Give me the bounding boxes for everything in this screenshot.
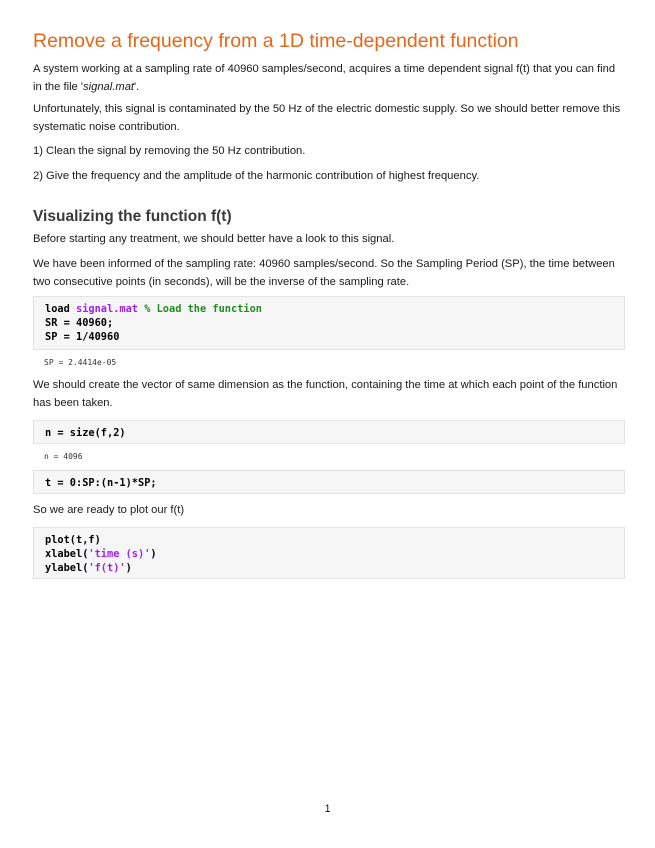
- code-block-load: [33, 296, 625, 350]
- code-line: [45, 302, 624, 316]
- intro-paragraph-2: Unfortunately, this signal is contaminated by the 50 Hz of the electric domestic supply. So we should better remove this systematic noise contribution.: [33, 103, 621, 133]
- section-paragraph-1: Before starting any treatment, we should better have a look to this signal.: [33, 233, 395, 245]
- code-string: 'time (s)': [88, 548, 151, 560]
- code-line: plot(t,f): [45, 534, 101, 546]
- code-output-2: n = 4096: [44, 452, 83, 461]
- intro-text-a: A system working at a sampling rate of 40960 samples/second, acquires a time dependent signal f(t) that you can find in the file ': [33, 63, 616, 93]
- code-line: t = 0:SP:(n-1)*SP;: [45, 477, 157, 489]
- code-keyword: load: [45, 303, 76, 315]
- section-paragraph-2: We have been informed of the sampling rate: 40960 samples/second. So the Sampling Period (SP), the time between two consecutive points (in seconds), will be the inverse of the sampling rate.: [33, 258, 615, 288]
- code-block-time-vector: [33, 470, 625, 494]
- code-function: xlabel(: [45, 548, 89, 560]
- code-line: SR = 40960;: [45, 317, 114, 329]
- section-heading: Visualizing the function f(t): [33, 208, 232, 225]
- section-paragraph-4: So we are ready to plot our f(t): [33, 504, 185, 516]
- code-line: SP = 1/40960: [45, 331, 120, 343]
- code-block-plot: [33, 527, 625, 579]
- task-item-2: 2) Give the frequency and the amplitude of the harmonic contribution of highest frequency.: [33, 170, 480, 182]
- code-punct: ): [150, 548, 157, 560]
- code-string: signal.mat: [76, 303, 138, 315]
- code-line: [45, 547, 624, 561]
- file-name: signal.mat: [83, 81, 135, 93]
- task-item-1: 1) Clean the signal by removing the 50 Hz contribution.: [33, 145, 306, 157]
- code-output-1: SP = 2.4414e-05: [44, 358, 117, 367]
- section-paragraph-3: We should create the vector of same dimension as the function, containing the time at which each point of the function has been taken.: [33, 379, 618, 409]
- code-comment: % Load the function: [144, 303, 262, 315]
- code-function: ylabel(: [45, 562, 89, 574]
- code-punct: ): [125, 562, 132, 574]
- code-string: 'f(t)': [88, 562, 126, 574]
- intro-paragraph-1: [33, 60, 625, 96]
- code-line: n = size(f,2): [45, 427, 126, 439]
- code-line: [45, 561, 624, 575]
- intro-text-b: '.: [134, 81, 140, 93]
- code-block-size: [33, 420, 625, 444]
- page-number: 1: [324, 803, 331, 815]
- page-title: Remove a frequency from a 1D time-dependent function: [33, 30, 519, 52]
